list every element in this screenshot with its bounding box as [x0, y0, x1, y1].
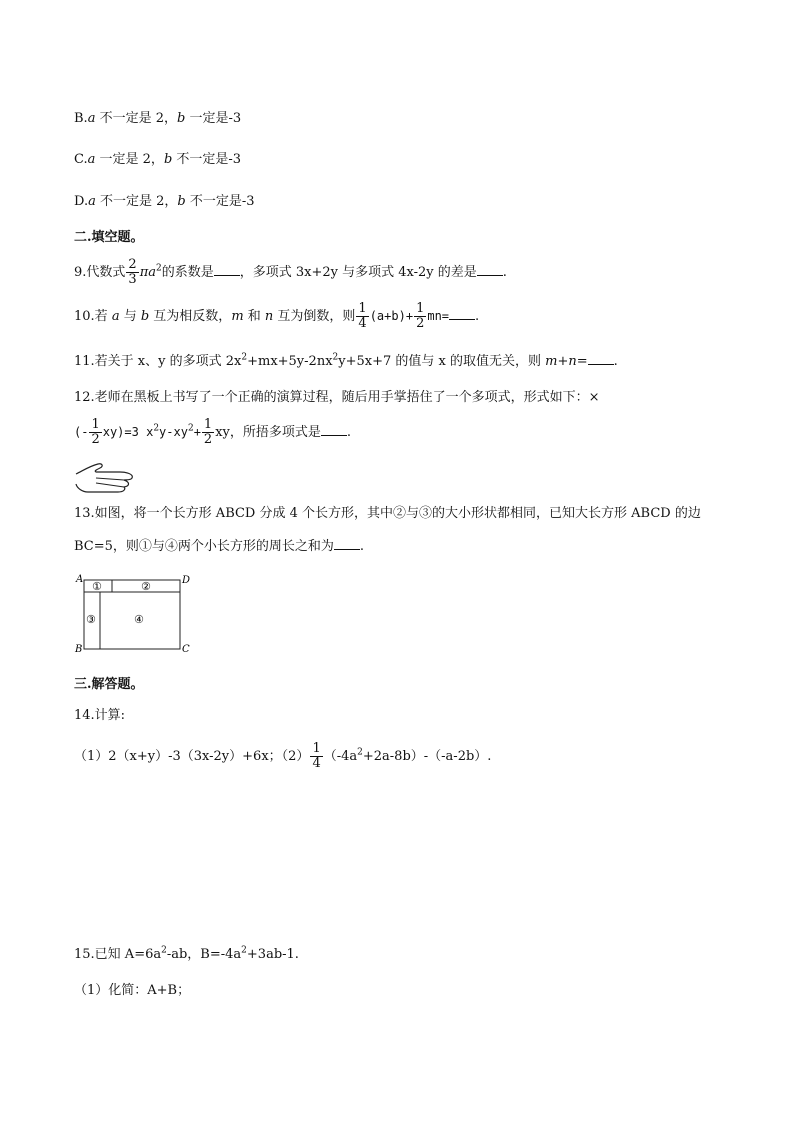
section-fill-in-heading: 二.填空题。 — [74, 230, 144, 245]
option-d: D.a 不一定是 2，b 不一定是-3 — [74, 194, 255, 209]
fraction-one-quarter: $\frac{1}{4}$ — [312, 741, 321, 771]
question-15: 15.已知 $A=6a^2-ab$，$B=-4a^2+3ab-1$. — [74, 945, 299, 962]
answer-blank — [588, 352, 614, 365]
question-12-line2: (- $\frac{1}{2}$ xy)=3 $x^2y-xy^2+$ $\frac{1}{2}$ xy，所捂多项式是 . — [74, 417, 352, 447]
region-4: ④ — [134, 613, 144, 626]
question-15-part1: （1）化简：A+B； — [74, 983, 191, 998]
question-11: 11.若关于 x、y 的多项式 $2x^2+mx+5y-2nx^2y+5x+7$ 的值与 x 的取值无关，则 m+n= . — [74, 352, 618, 369]
rectangle-abcd-figure — [74, 572, 196, 658]
question-13-line1: 13.如图，将一个长方形 ABCD 分成 4 个长方形，其中②与③的大小形状都相同，已知大长方形 ABCD 的边 — [74, 506, 701, 521]
question-9: 9.代数式 $\frac{2}{3}$ $\pi a^2$的系数是 ，多项式 3x+2y 与多项式 4x-2y 的差是 . — [74, 257, 507, 287]
answer-blank — [477, 263, 503, 276]
answer-blank — [449, 307, 475, 320]
label-a: A — [76, 574, 84, 585]
label-c: C — [182, 644, 190, 655]
fraction-one-half: $\frac{1}{2}$ — [91, 417, 100, 447]
option-b: B.a 不一定是 2，b 一定是-3 — [74, 111, 242, 126]
fraction-two-thirds: $\frac{2}{3}$ — [128, 257, 137, 287]
fraction-one-half: $\frac{1}{2}$ — [416, 301, 425, 331]
option-c: C.a 一定是 2，b 不一定是-3 — [74, 152, 242, 167]
question-12-line1: 12.老师在黑板上书写了一个正确的演算过程，随后用手掌捂住了一个多项式，形式如下：× — [74, 390, 600, 405]
fraction-one-quarter: $\frac{1}{4}$ — [358, 301, 367, 331]
answer-blank — [321, 423, 347, 436]
region-1: ① — [92, 580, 102, 593]
question-14-title: 14.计算: — [74, 708, 126, 723]
hand-icon — [74, 460, 136, 496]
region-2: ② — [141, 580, 151, 593]
section-answer-heading: 三.解答题。 — [74, 677, 144, 692]
question-14-expressions: （1）2（x+y）-3（3x-2y）+6x；（2） $\frac{1}{4}$ $(-4a^2+2a-8b)-(-a-2b)$. — [74, 741, 492, 771]
answer-blank — [334, 537, 360, 550]
label-b: B — [75, 644, 83, 655]
label-d: D — [182, 575, 191, 586]
question-10: 10.若 a 与 b 互为相反数，m 和 n 互为倒数，则 $\frac{1}{4}$ (a+b)+ $\frac{1}{2}$ mn= . — [74, 301, 480, 331]
fraction-one-half: $\frac{1}{2}$ — [203, 417, 213, 447]
answer-blank — [214, 263, 240, 276]
question-13-line2: BC=5，则①与④两个小长方形的周长之和为 . — [74, 539, 365, 554]
region-3: ③ — [86, 613, 96, 626]
